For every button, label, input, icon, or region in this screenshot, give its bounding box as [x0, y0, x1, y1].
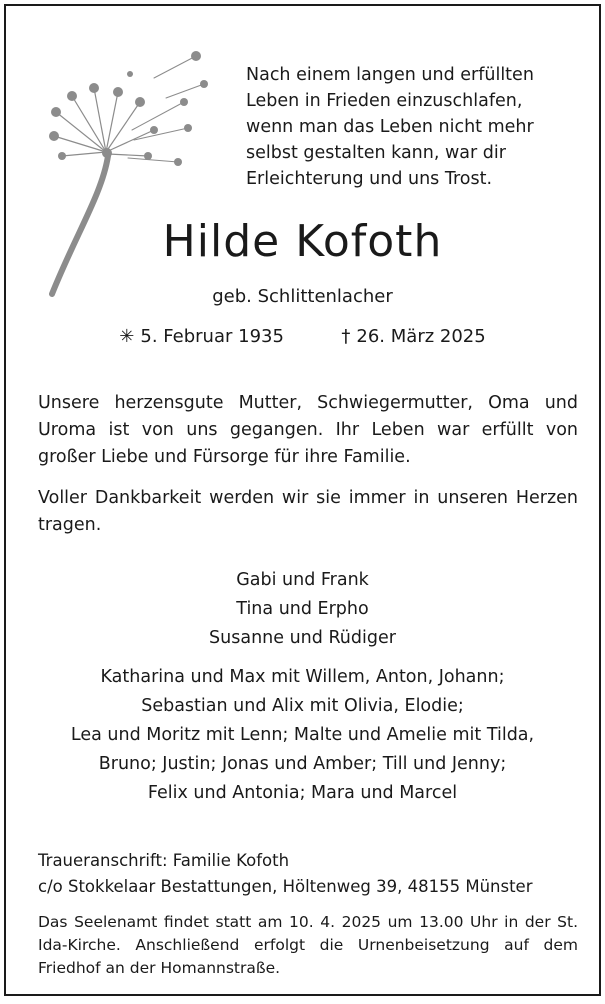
deceased-name: Hilde Kofoth — [162, 216, 443, 267]
birth-star-icon: ✳ — [119, 326, 135, 347]
obituary-notice — [4, 4, 601, 996]
poem-line: Erleichterung und uns Trost. — [246, 169, 493, 189]
birth-date: 5. Februar 1935 — [140, 326, 284, 347]
death-date: 26. März 2025 — [356, 326, 486, 347]
address-line: Traueranschrift: Familie Kofoth — [38, 851, 290, 870]
poem — [246, 62, 576, 192]
grandchildren-list — [6, 663, 599, 808]
maiden-name: geb. Schlittenlacher — [212, 286, 393, 307]
list-item: Lea und Moritz mit Lenn; Malte und Amelie mit Tilda, — [70, 725, 535, 745]
list-item: Gabi und Frank — [236, 570, 369, 590]
address-line: c/o Stokkelaar Bestattungen, Höltenweg 39, 48155 Münster — [38, 877, 533, 896]
poem-line: wenn man das Leben nicht mehr — [246, 117, 534, 137]
poem-line: selbst gestalten kann, war dir — [246, 143, 506, 163]
announcement-paragraph: Unsere herzensgute Mutter, Schwiegermutter, Oma und Uroma ist von uns gegangen. Ihr Leben war erfüllt von großer Liebe und Fürsorge für ihre Familie. — [38, 393, 578, 467]
life-dates — [6, 326, 599, 347]
list-item: Susanne und Rüdiger — [209, 628, 396, 648]
list-item: Felix und Antonia; Mara und Marcel — [147, 783, 458, 803]
death-cross-icon: † — [341, 326, 351, 347]
mourning-address — [38, 848, 578, 900]
list-item: Bruno; Justin; Jonas und Amber; Till und Jenny; — [98, 754, 507, 774]
list-item: Sebastian und Alix mit Olivia, Elodie; — [141, 696, 464, 716]
poem-line: Leben in Frieden einzuschlafen, — [246, 91, 523, 111]
children-list — [6, 566, 599, 653]
service-info: Das Seelenamt findet statt am 10. 4. 2025 um 13.00 Uhr in der St. Ida-Kirche. Anschließend erfolgt die Urnenbeisetzung auf dem Friedhof an der Homannstraße. — [38, 913, 578, 977]
gratitude-paragraph: Voller Dankbarkeit werden wir sie immer in unseren Herzen tragen. — [38, 488, 578, 535]
list-item: Katharina und Max mit Willem, Anton, Johann; — [100, 667, 505, 687]
list-item: Tina und Erpho — [236, 599, 369, 619]
poem-line: Nach einem langen und erfüllten — [246, 65, 534, 85]
